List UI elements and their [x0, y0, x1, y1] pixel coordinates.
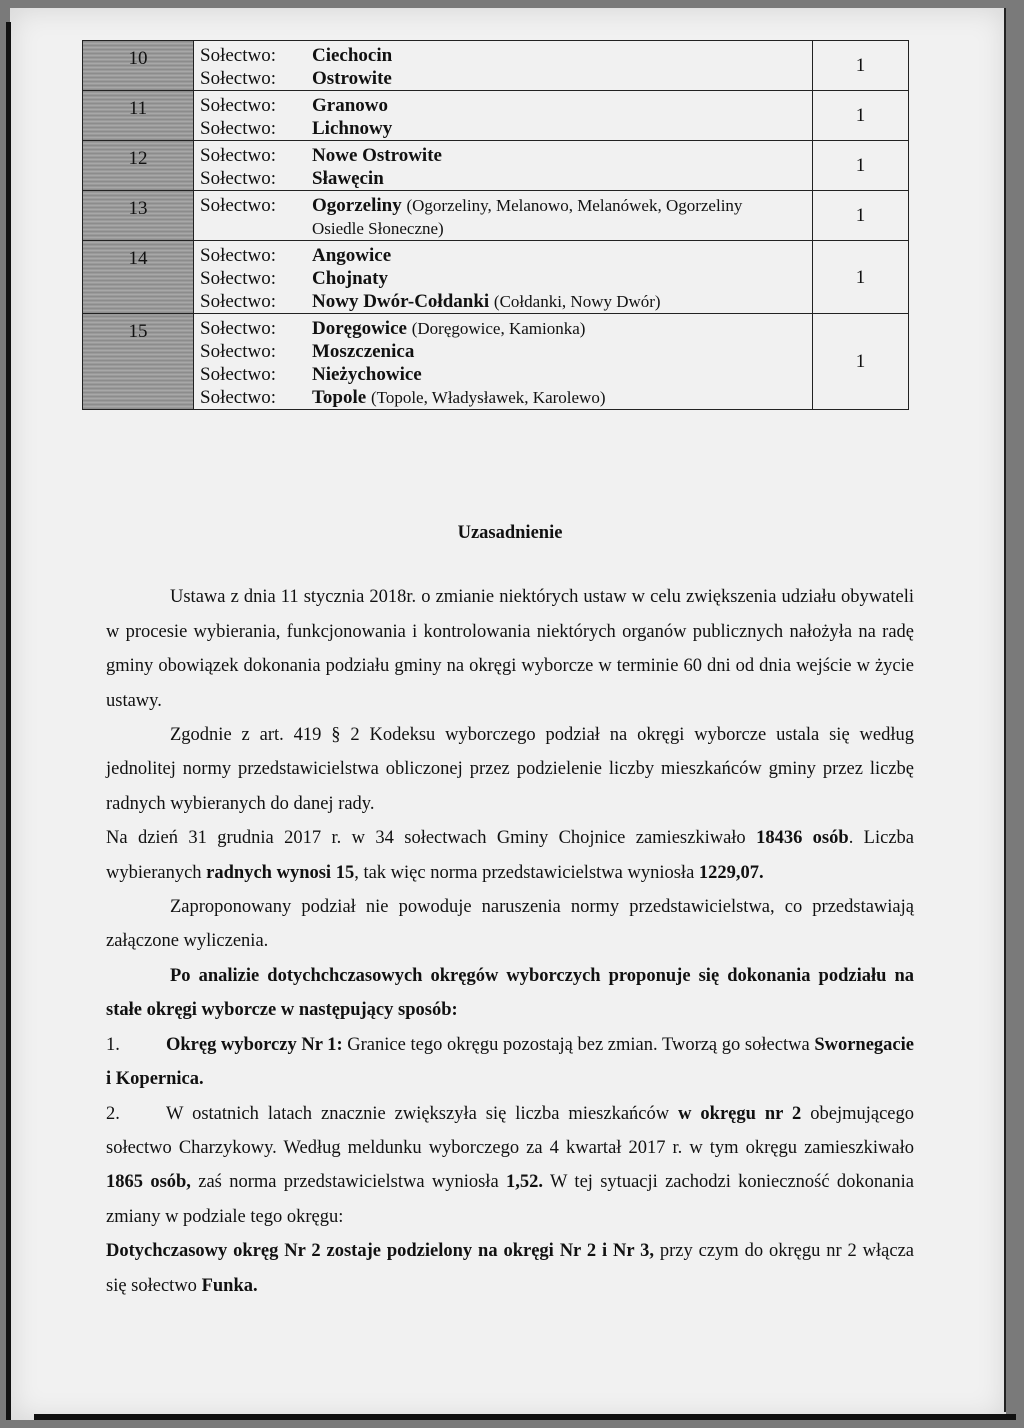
- village-line: [200, 244, 806, 267]
- districts-table-body: [83, 41, 909, 410]
- district-2-population: 1865 osób,: [106, 1172, 191, 1193]
- district-row: [83, 141, 909, 191]
- village-list: [194, 141, 813, 191]
- text: zaś norma przedstawicielstwa wyniosła: [190, 1172, 506, 1193]
- village-line: [200, 117, 806, 140]
- district-1-label: Okręg wyborczy Nr 1:: [166, 1034, 343, 1055]
- paragraph-division: [106, 1234, 914, 1303]
- text: Na dzień 31 grudnia 2017 r. w 34 sołectwach Gminy Chojnice zamieszkiwało: [106, 828, 757, 849]
- village-name: Granowo: [312, 95, 388, 116]
- councillor-count: 1: [813, 41, 909, 91]
- village-label: Sołectwo:: [200, 318, 276, 339]
- village-details: (Ogorzeliny, Melanowo, Melanówek, Ogorzeliny: [406, 196, 743, 215]
- village-line: [200, 290, 806, 313]
- item-district-1: [106, 1028, 914, 1097]
- paragraph-proposal: Zaproponowany podział nie powoduje naruszenia normy przedstawicielstwa, co przedstawiają załączone wyliczenia.: [106, 897, 914, 952]
- scan-edge-right: [1004, 8, 1006, 1412]
- village-label: Sołectwo:: [200, 68, 276, 89]
- village-label: Sołectwo:: [200, 268, 276, 289]
- village-label: Sołectwo:: [200, 145, 276, 166]
- district-2-label: w okręgu nr 2: [678, 1103, 802, 1124]
- division-statement: Dotychczasowy okręg Nr 2 zostaje podzielony na okręgi Nr 2 i Nr 3,: [106, 1241, 654, 1262]
- village-name: Topole: [312, 387, 367, 408]
- district-number: 12: [83, 141, 194, 191]
- text: W tej sytuacji zachodzi konieczność dokonania zmiany w podziale tego okręgu:: [106, 1172, 914, 1227]
- village-name: Nieżychowice: [312, 364, 422, 385]
- village-name: Ciechocin: [312, 45, 393, 66]
- scan-edge-left: [6, 22, 11, 1420]
- text: przy czym do okręgu nr 2 włącza się sołectwo: [106, 1241, 915, 1296]
- village-name: Sławęcin: [312, 168, 384, 189]
- district-number: 10: [83, 41, 194, 91]
- paragraph-act: Ustawa z dnia 11 stycznia 2018r. o zmianie niektórych ustaw w celu zwiększenia udziału obywateli w procesie wybierania, funkcjonowania i kontrolowania niektórych organów publicznych nałożyła na radę gminy obowiązek dokonania podziału gminy na okręgi wyborcze w terminie 60 dni od dnia wejście w życie ustawy.: [106, 587, 914, 711]
- village-details: (Topole, Władysławek, Karolewo): [370, 388, 606, 407]
- village-line: [200, 363, 806, 386]
- village-line: [200, 67, 806, 90]
- village-label: Sołectwo:: [200, 168, 276, 189]
- village-line: [200, 144, 806, 167]
- district-2-norm: 1,52.: [505, 1172, 543, 1193]
- district-row: [83, 314, 909, 410]
- village-name: Ogorzeliny: [312, 195, 402, 216]
- district-number: 13: [83, 191, 194, 241]
- village-line: [200, 94, 806, 117]
- text: . Liczba wybieranych: [106, 828, 915, 883]
- text: Granice tego okręgu pozostają bez zmian. Tworzą go sołectwa: [342, 1034, 815, 1055]
- norm-value: 1229,07.: [698, 862, 764, 883]
- district-1-villages: Swornegacie i Kopernica.: [106, 1034, 914, 1090]
- paragraph-analysis: [106, 959, 914, 1028]
- section-heading: Uzasadnienie: [457, 523, 563, 543]
- village-line: [200, 167, 806, 190]
- village-line: [200, 317, 806, 340]
- village-name: Lichnowy: [312, 118, 393, 139]
- village-label: Sołectwo:: [200, 195, 276, 216]
- justification-section: [106, 516, 914, 1303]
- village-name: Doręgowice: [312, 318, 407, 339]
- village-label: Sołectwo:: [200, 291, 276, 312]
- district-number: 11: [83, 91, 194, 141]
- district-row: [83, 191, 909, 241]
- village-label: Sołectwo:: [200, 95, 276, 116]
- village-line: [200, 217, 806, 240]
- village-list: [194, 41, 813, 91]
- village-line: [200, 44, 806, 67]
- village-name: Nowy Dwór-Cołdanki: [312, 291, 490, 312]
- districts-table: [82, 40, 909, 410]
- analysis-text: Po analizie dotychchczasowych okręgów wyborczych proponuje się dokonania podziału na stałe okręgi wyborcze w następujący sposób:: [106, 965, 914, 1021]
- district-row: [83, 41, 909, 91]
- village-label: Sołectwo:: [200, 118, 276, 139]
- district-row: [83, 241, 909, 314]
- village-label: Sołectwo:: [200, 245, 276, 266]
- scan-edge-bottom: [34, 1414, 1016, 1420]
- village-line: [200, 194, 806, 217]
- village-name: Nowe Ostrowite: [312, 145, 442, 166]
- village-label: Sołectwo:: [200, 341, 276, 362]
- text: , tak więc norma przedstawicielstwa wyniosła: [354, 862, 699, 883]
- paragraph-code: Zgodnie z art. 419 § 2 Kodeksu wyborczego podział na okręgi wyborcze ustala się według jednolitej normy przedstawicielstwa obliczonej przez podzielenie liczby mieszkańców gminy przez liczbę radnych wybieranych do danej rady.: [106, 725, 914, 814]
- village-name: Angowice: [312, 245, 392, 266]
- village-line: [200, 340, 806, 363]
- councillor-count: 1: [813, 241, 909, 314]
- village-name: Ostrowite: [312, 68, 392, 89]
- item-number: 2.: [106, 1103, 120, 1124]
- village-line: [200, 267, 806, 290]
- text: W ostatnich latach znacznie zwiększyła się liczba mieszkańców: [166, 1103, 679, 1124]
- village-funka: Funka.: [201, 1275, 258, 1296]
- village-details: Osiedle Słoneczne): [312, 219, 444, 238]
- councillor-count: 1: [813, 191, 909, 241]
- district-number: 15: [83, 314, 194, 410]
- councillor-count: 1: [813, 314, 909, 410]
- village-list: [194, 241, 813, 314]
- village-details: (Cołdanki, Nowy Dwór): [493, 292, 661, 311]
- village-label: [200, 217, 312, 240]
- village-list: [194, 191, 813, 241]
- text: obejmującego sołectwo Charzykowy. Według meldunku wyborczego za 4 kwartał 2017 r. w tym okręgu zamieszkiwało: [106, 1103, 914, 1158]
- district-number: 14: [83, 241, 194, 314]
- item-number: 1.: [106, 1034, 120, 1055]
- village-name: Chojnaty: [312, 268, 389, 289]
- councillors-value: radnych wynosi 15: [206, 862, 355, 883]
- village-list: [194, 91, 813, 141]
- village-label: Sołectwo:: [200, 45, 276, 66]
- population-value: 18436 osób: [756, 828, 849, 849]
- village-list: [194, 314, 813, 410]
- village-label: Sołectwo:: [200, 387, 276, 408]
- paragraph-population: [106, 821, 914, 890]
- councillor-count: 1: [813, 91, 909, 141]
- councillor-count: 1: [813, 141, 909, 191]
- village-line: [200, 386, 806, 409]
- item-district-2: [106, 1097, 914, 1235]
- village-label: Sołectwo:: [200, 364, 276, 385]
- village-name: Moszczenica: [312, 341, 415, 362]
- village-details: (Doręgowice, Kamionka): [411, 319, 586, 338]
- district-row: [83, 91, 909, 141]
